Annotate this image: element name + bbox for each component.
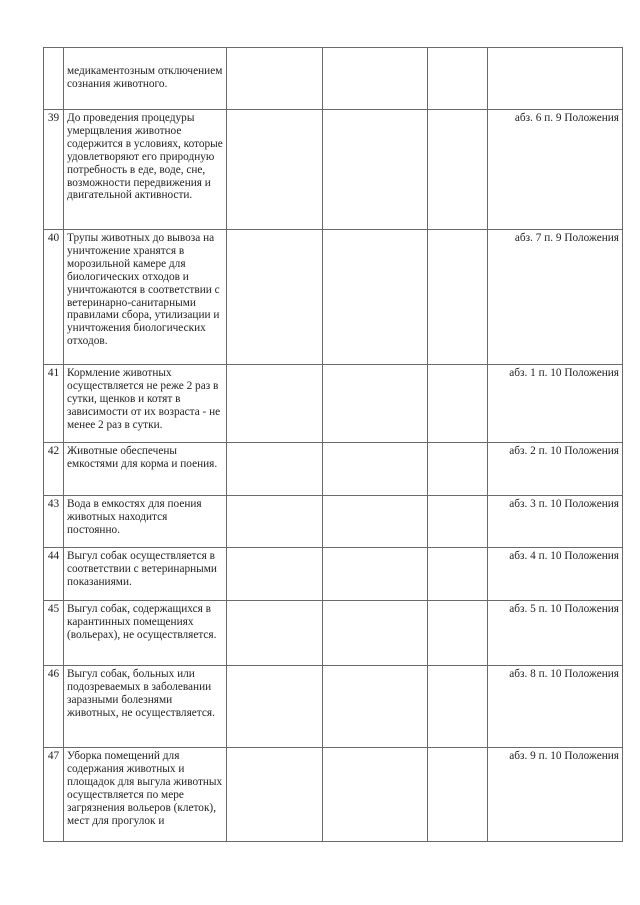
answer-no-cell	[323, 748, 428, 842]
table-row	[44, 601, 623, 666]
answer-yes-cell	[227, 601, 323, 666]
answer-yes-cell	[227, 230, 323, 365]
table-row	[44, 48, 623, 110]
table-row	[44, 365, 623, 443]
legal-reference: абз. 4 п. 10 Положения	[488, 548, 623, 601]
not-applicable-cell	[428, 365, 488, 443]
row-number: 43	[44, 496, 64, 548]
legal-reference: абз. 3 п. 10 Положения	[488, 496, 623, 548]
row-number: 42	[44, 443, 64, 496]
requirement-text: До проведения процедуры умерщвления животное содержится в условиях, которые удовлетворяют его природную потребность в еде, воде, сне, возможности передвижения и двигательной активности.	[64, 110, 227, 230]
table-row	[44, 230, 623, 365]
requirement-text: Выгул собак, содержащихся в карантинных помещениях (вольерах), не осуществляется.	[64, 601, 227, 666]
row-number	[44, 48, 64, 110]
answer-yes-cell	[227, 496, 323, 548]
table-row	[44, 110, 623, 230]
answer-yes-cell	[227, 443, 323, 496]
answer-yes-cell	[227, 365, 323, 443]
not-applicable-cell	[428, 110, 488, 230]
not-applicable-cell	[428, 48, 488, 110]
legal-reference: абз. 5 п. 10 Положения	[488, 601, 623, 666]
not-applicable-cell	[428, 748, 488, 842]
answer-no-cell	[323, 443, 428, 496]
answer-no-cell	[323, 365, 428, 443]
checklist-table	[43, 47, 623, 842]
legal-reference: абз. 6 п. 9 Положения	[488, 110, 623, 230]
row-number: 39	[44, 110, 64, 230]
answer-no-cell	[323, 548, 428, 601]
row-number: 41	[44, 365, 64, 443]
answer-no-cell	[323, 666, 428, 748]
row-number: 47	[44, 748, 64, 842]
not-applicable-cell	[428, 601, 488, 666]
legal-reference	[488, 48, 623, 110]
table-row	[44, 496, 623, 548]
row-number: 44	[44, 548, 64, 601]
table-row	[44, 666, 623, 748]
table-row	[44, 748, 623, 842]
requirement-text: Выгул собак, больных или подозреваемых в заболевании заразными болезнями животных, не осуществляется.	[64, 666, 227, 748]
row-number: 46	[44, 666, 64, 748]
requirement-text: Трупы животных до вывоза на уничтожение хранятся в морозильной камере для биологических отходов и уничтожаются в соответствии с ветеринарно-санитарными правилами сбора, утилизации и уничтожения биологических отходов.	[64, 230, 227, 365]
answer-no-cell	[323, 110, 428, 230]
requirement-text: Животные обеспечены емкостями для корма и поения.	[64, 443, 227, 496]
requirement-text: Выгул собак осуществляется в соответствии с ветеринарными показаниями.	[64, 548, 227, 601]
not-applicable-cell	[428, 496, 488, 548]
legal-reference: абз. 1 п. 10 Положения	[488, 365, 623, 443]
requirement-text: Уборка помещений для содержания животных и площадок для выгула животных осуществляется по мере загрязнения вольеров (клеток), мест для прогулок и	[64, 748, 227, 842]
legal-reference: абз. 7 п. 9 Положения	[488, 230, 623, 365]
legal-reference: абз. 9 п. 10 Положения	[488, 748, 623, 842]
answer-yes-cell	[227, 48, 323, 110]
requirement-text: Вода в емкостях для поения животных находится постоянно.	[64, 496, 227, 548]
answer-no-cell	[323, 48, 428, 110]
answer-yes-cell	[227, 666, 323, 748]
answer-yes-cell	[227, 748, 323, 842]
not-applicable-cell	[428, 443, 488, 496]
answer-no-cell	[323, 230, 428, 365]
answer-yes-cell	[227, 548, 323, 601]
requirement-text: медикаментозным отключением сознания животного.	[64, 48, 227, 110]
answer-no-cell	[323, 601, 428, 666]
row-number: 45	[44, 601, 64, 666]
not-applicable-cell	[428, 548, 488, 601]
answer-yes-cell	[227, 110, 323, 230]
legal-reference: абз. 8 п. 10 Положения	[488, 666, 623, 748]
requirement-text: Кормление животных осуществляется не реже 2 раз в сутки, щенков и котят в зависимости от их возраста - не менее 2 раз в сутки.	[64, 365, 227, 443]
not-applicable-cell	[428, 666, 488, 748]
table-row	[44, 548, 623, 601]
legal-reference: абз. 2 п. 10 Положения	[488, 443, 623, 496]
table-row	[44, 443, 623, 496]
not-applicable-cell	[428, 230, 488, 365]
row-number: 40	[44, 230, 64, 365]
answer-no-cell	[323, 496, 428, 548]
